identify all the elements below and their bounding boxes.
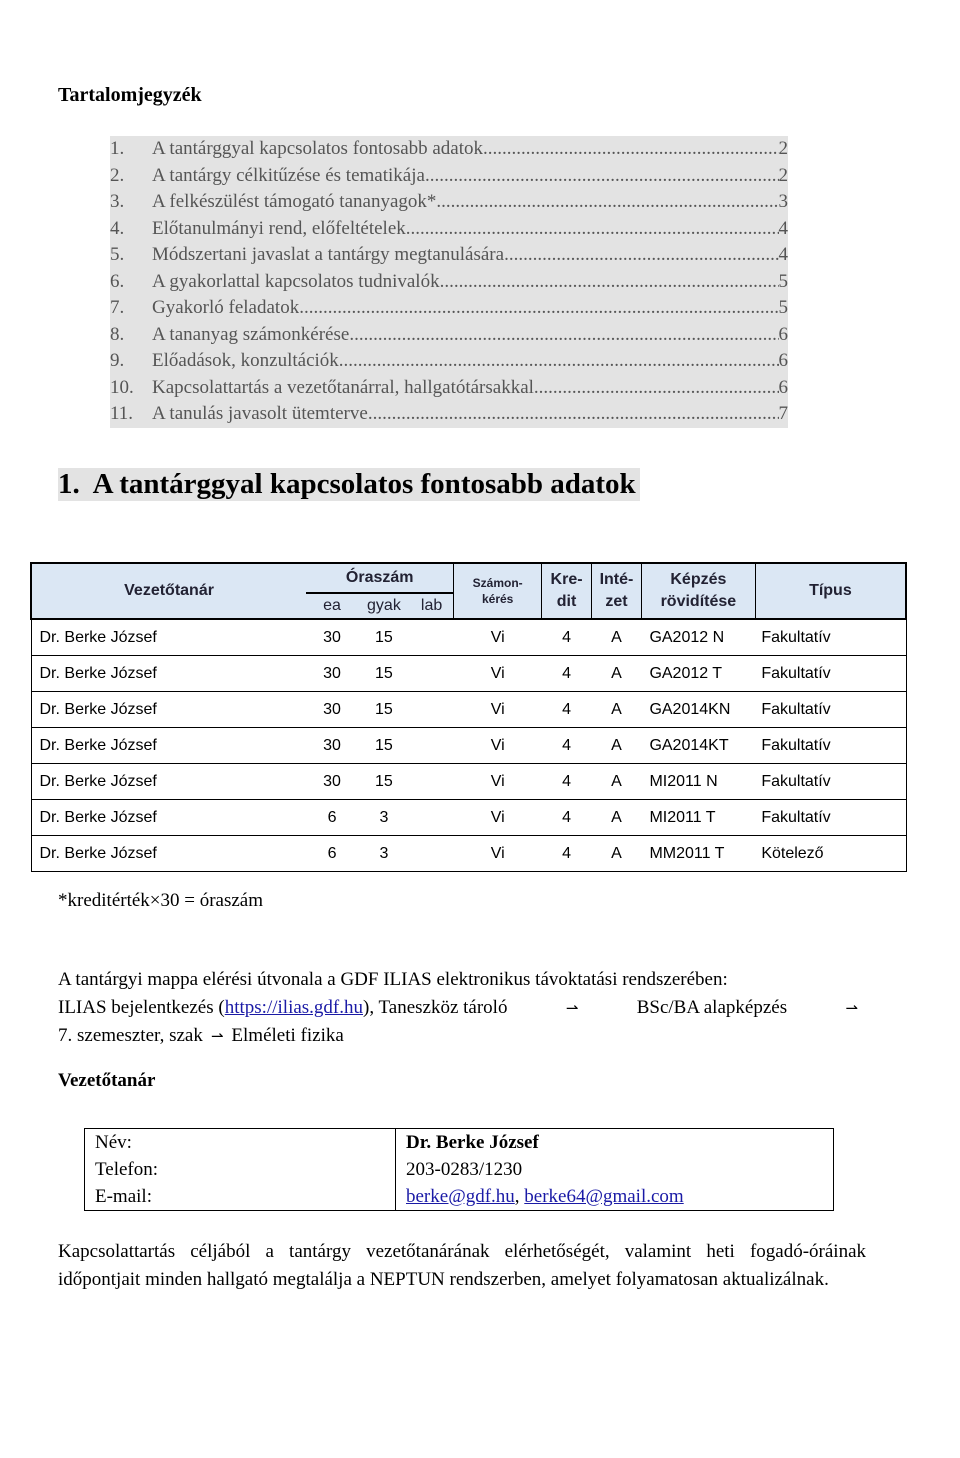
lab-cell	[410, 619, 454, 656]
exam-cell: Vi	[454, 764, 542, 800]
contact-row	[85, 1129, 834, 1157]
gyak-cell: 15	[358, 764, 410, 800]
lab-cell	[410, 692, 454, 728]
institute-cell: A	[592, 656, 642, 692]
lab-cell	[410, 800, 454, 836]
ilias-line-3	[58, 1022, 866, 1050]
toc-item-number: 10.	[110, 375, 152, 402]
institute-cell: A	[592, 619, 642, 656]
lab-cell	[410, 656, 454, 692]
type-cell: Fakultatív	[755, 656, 906, 692]
header-lab: lab	[410, 593, 454, 619]
header-gyak: gyak	[358, 593, 410, 619]
toc-leader	[349, 322, 778, 349]
ilias-text: BSc/BA alapképzés	[636, 997, 788, 1018]
ea-cell: 6	[306, 836, 358, 872]
toc-item[interactable]	[110, 375, 788, 402]
ilias-line-2	[58, 994, 866, 1022]
instructor-cell: Dr. Berke József	[31, 764, 306, 800]
instructor-heading: Vezetőtanár	[58, 1070, 156, 1091]
toc-item-number: 9.	[110, 348, 152, 375]
toc-item-title: Előtanulmányi rend, előfeltételek	[152, 216, 406, 243]
course-data-table	[30, 562, 907, 872]
email-link[interactable]: berke64@gmail.com	[524, 1185, 684, 1207]
toc-leader	[504, 242, 778, 269]
toc-title: Tartalomjegyzék	[58, 84, 202, 106]
toc-item-number: 11.	[110, 401, 152, 428]
table-of-contents	[110, 136, 788, 428]
toc-item-title: Módszertani javaslat a tantárgy megtanulására	[152, 242, 504, 269]
type-cell: Fakultatív	[755, 728, 906, 764]
ilias-link[interactable]: https://ilias.gdf.hu	[224, 997, 363, 1018]
ilias-text: 7. szemeszter, szak	[58, 1025, 203, 1046]
toc-item[interactable]	[110, 163, 788, 190]
table-row	[31, 692, 906, 728]
ea-cell: 30	[306, 692, 358, 728]
exam-cell: Vi	[454, 656, 542, 692]
toc-item-page: 6	[779, 322, 789, 349]
gyak-cell: 15	[358, 619, 410, 656]
toc-item-page: 3	[779, 189, 789, 216]
toc-item[interactable]	[110, 242, 788, 269]
toc-item-number: 1.	[110, 136, 152, 163]
toc-leader	[368, 401, 779, 428]
toc-leader	[406, 216, 779, 243]
toc-item-number: 4.	[110, 216, 152, 243]
ilias-text: ), Taneszköz tároló	[363, 997, 508, 1018]
table-row	[31, 836, 906, 872]
exam-cell: Vi	[454, 692, 542, 728]
toc-item-number: 2.	[110, 163, 152, 190]
program-cell: MI2011 N	[641, 764, 755, 800]
type-cell: Kötelező	[755, 836, 906, 872]
ilias-line-1: A tantárgyi mappa elérési útvonala a GDF ILIAS elektronikus távoktatási rendszerében:	[58, 969, 728, 990]
toc-leader	[299, 295, 778, 322]
toc-item-page: 5	[779, 295, 789, 322]
toc-item-number: 8.	[110, 322, 152, 349]
ea-cell: 30	[306, 619, 358, 656]
toc-item-title: Előadások, konzultációk	[152, 348, 339, 375]
toc-item[interactable]	[110, 348, 788, 375]
type-cell: Fakultatív	[755, 619, 906, 656]
program-cell: GA2012 N	[641, 619, 755, 656]
credit-cell: 4	[542, 656, 592, 692]
lab-cell	[410, 728, 454, 764]
credit-cell: 4	[542, 619, 592, 656]
credit-note: *kreditérték×30 = óraszám	[58, 890, 264, 911]
toc-item-number: 7.	[110, 295, 152, 322]
gyak-cell: 15	[358, 728, 410, 764]
toc-item-page: 4	[779, 242, 789, 269]
program-cell: GA2014KN	[641, 692, 755, 728]
instructor-name: Dr. Berke József	[396, 1129, 834, 1157]
toc-leader	[483, 136, 778, 163]
lab-cell	[410, 836, 454, 872]
arrow-icon: ⇀	[565, 999, 579, 1017]
toc-item-title: A tantárgy célkitűzése és tematikája	[152, 163, 425, 190]
toc-item-title: A tanulás javasolt ütemterve	[152, 401, 368, 428]
table-row	[31, 619, 906, 656]
instructor-cell: Dr. Berke József	[31, 692, 306, 728]
header-szamonkeres: Számon- kérés	[454, 563, 542, 619]
toc-item-page: 2	[779, 163, 789, 190]
toc-item[interactable]	[110, 136, 788, 163]
contact-row	[85, 1183, 834, 1211]
toc-item-title: A felkészülést támogató tananyagok*	[152, 189, 436, 216]
toc-item[interactable]	[110, 295, 788, 322]
credit-cell: 4	[542, 836, 592, 872]
instructor-cell: Dr. Berke József	[31, 656, 306, 692]
toc-item-title: A tananyag számonkérése	[152, 322, 349, 349]
header-vezetotanar: Vezetőtanár	[31, 563, 306, 619]
instructor-cell: Dr. Berke József	[31, 728, 306, 764]
email-separator: ,	[514, 1185, 525, 1207]
header-tipus: Típus	[755, 563, 906, 619]
program-cell: GA2012 T	[641, 656, 755, 692]
ea-cell: 30	[306, 764, 358, 800]
program-cell: GA2014KT	[641, 728, 755, 764]
ea-cell: 30	[306, 728, 358, 764]
gyak-cell: 3	[358, 800, 410, 836]
toc-item-number: 5.	[110, 242, 152, 269]
credit-cell: 4	[542, 800, 592, 836]
exam-cell: Vi	[454, 728, 542, 764]
instructor-phone: 203-0283/1230	[396, 1156, 834, 1183]
toc-item-number: 6.	[110, 269, 152, 296]
institute-cell: A	[592, 728, 642, 764]
ea-cell: 6	[306, 800, 358, 836]
toc-item-page: 7	[779, 401, 789, 428]
email-link[interactable]: berke@gdf.hu	[406, 1185, 515, 1207]
section-heading: 1. A tantárggyal kapcsolatos fontosabb adatok	[58, 468, 640, 501]
toc-item-page: 6	[779, 375, 789, 402]
exam-cell: Vi	[454, 800, 542, 836]
exam-cell: Vi	[454, 619, 542, 656]
toc-leader	[440, 269, 779, 296]
toc-leader	[425, 163, 779, 190]
toc-item-page: 5	[779, 269, 789, 296]
ilias-text: Elméleti fizika	[231, 1025, 344, 1046]
arrow-icon: ⇀	[210, 1027, 224, 1045]
type-cell: Fakultatív	[755, 692, 906, 728]
toc-item-number: 3.	[110, 189, 152, 216]
institute-cell: A	[592, 836, 642, 872]
instructor-contact-table	[84, 1128, 834, 1211]
institute-cell: A	[592, 764, 642, 800]
gyak-cell: 15	[358, 692, 410, 728]
toc-item[interactable]	[110, 322, 788, 349]
toc-leader	[436, 189, 778, 216]
lab-cell	[410, 764, 454, 800]
toc-item-title: A gyakorlattal kapcsolatos tudnivalók	[152, 269, 440, 296]
institute-cell: A	[592, 800, 642, 836]
table-header-row	[31, 563, 906, 593]
email-label: E-mail:	[85, 1183, 396, 1211]
table-row	[31, 728, 906, 764]
toc-item[interactable]	[110, 216, 788, 243]
institute-cell: A	[592, 692, 642, 728]
arrow-icon: ⇀	[845, 999, 858, 1017]
gyak-cell: 3	[358, 836, 410, 872]
toc-leader	[534, 375, 779, 402]
contact-paragraph: Kapcsolattartás céljából a tantárgy vezetőtanárának elérhetőségét, valamint heti fogadó-óráinak időpontjait minden hallgató megtalálja a NEPTUN rendszerben, amelyet folyamatosan aktualizálnak.	[58, 1241, 866, 1290]
toc-item-title: Gyakorló feladatok	[152, 295, 299, 322]
contact-row	[85, 1156, 834, 1183]
program-cell: MM2011 T	[641, 836, 755, 872]
type-cell: Fakultatív	[755, 764, 906, 800]
credit-cell: 4	[542, 728, 592, 764]
toc-item[interactable]	[110, 269, 788, 296]
toc-item-page: 2	[779, 136, 789, 163]
table-row	[31, 656, 906, 692]
program-cell: MI2011 T	[641, 800, 755, 836]
header-kredit: Kre- dit	[542, 563, 592, 619]
toc-leader	[339, 348, 779, 375]
toc-item-title: Kapcsolattartás a vezetőtanárral, hallgatótársakkal	[152, 375, 534, 402]
table-row	[31, 800, 906, 836]
phone-label: Telefon:	[85, 1156, 396, 1183]
name-label: Név:	[85, 1129, 396, 1157]
ea-cell: 30	[306, 656, 358, 692]
exam-cell: Vi	[454, 836, 542, 872]
gyak-cell: 15	[358, 656, 410, 692]
header-intezet: Inté- zet	[592, 563, 642, 619]
header-oraszam: Óraszám	[306, 563, 454, 593]
instructor-cell: Dr. Berke József	[31, 800, 306, 836]
toc-item-title: A tantárggyal kapcsolatos fontosabb adatok	[152, 136, 483, 163]
toc-item-page: 4	[779, 216, 789, 243]
instructor-cell: Dr. Berke József	[31, 619, 306, 656]
credit-cell: 4	[542, 692, 592, 728]
credit-cell: 4	[542, 764, 592, 800]
type-cell: Fakultatív	[755, 800, 906, 836]
instructor-email	[396, 1183, 834, 1211]
header-kepzes: Képzés rövidítése	[641, 563, 755, 619]
toc-item[interactable]	[110, 401, 788, 428]
toc-item-page: 6	[779, 348, 789, 375]
toc-item[interactable]	[110, 189, 788, 216]
table-row	[31, 764, 906, 800]
ilias-text: ILIAS bejelentkezés (	[58, 997, 225, 1018]
header-ea: ea	[306, 593, 358, 619]
instructor-cell: Dr. Berke József	[31, 836, 306, 872]
ilias-paragraph	[58, 966, 866, 1050]
